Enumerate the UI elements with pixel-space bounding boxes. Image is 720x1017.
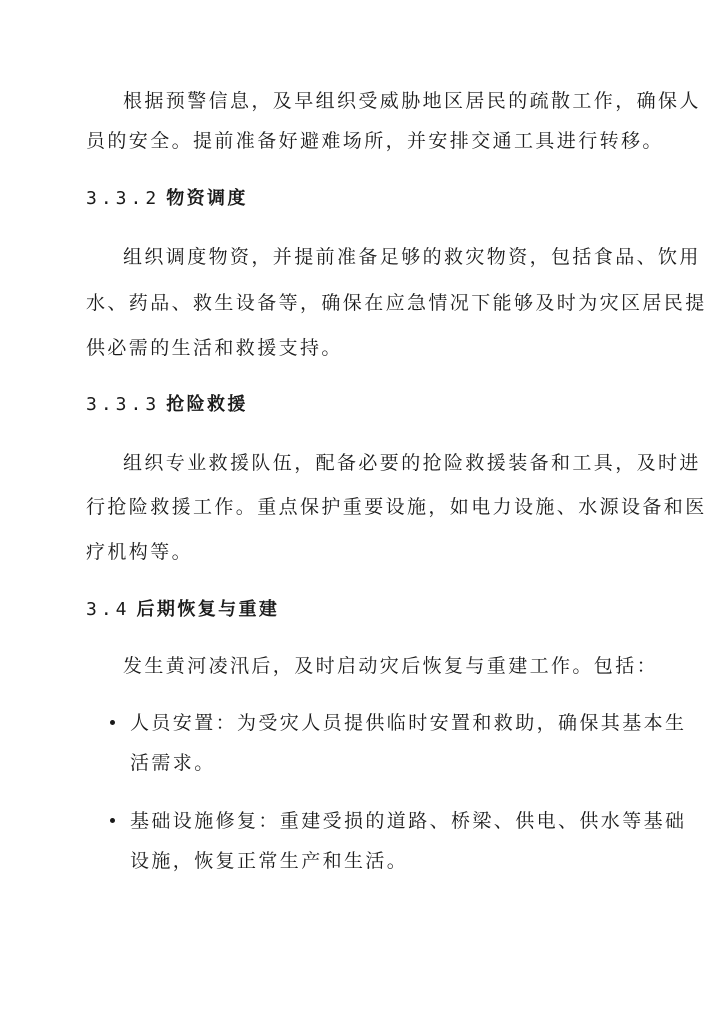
- bullet-dot-icon: [110, 720, 115, 725]
- paragraph-rescue-line-1: 组织专业救援队伍，配备必要的抢险救援装备和工具，及时进: [123, 452, 701, 474]
- section-number: 3.3.2: [86, 188, 161, 209]
- bullet-dot-icon: [110, 818, 115, 823]
- paragraph-recovery-intro: 发生黄河凌汛后，及时启动灾后恢复与重建工作。包括：: [123, 655, 659, 677]
- section-title: 后期恢复与重建: [136, 599, 280, 620]
- section-number: 3.3.3: [86, 394, 161, 415]
- paragraph-supplies-line-1: 组织调度物资，并提前准备足够的救灾物资，包括食品、饮用: [123, 246, 701, 268]
- bullet-infrastructure-line-2: 设施，恢复正常生产和生活。: [130, 850, 409, 872]
- bullet-infrastructure-line-1: 基础设施修复：重建受损的道路、桥梁、供电、供水等基础: [130, 810, 687, 832]
- section-number: 3.4: [86, 599, 131, 620]
- section-heading-3-4: [86, 597, 279, 623]
- section-heading-3-3-2: [86, 186, 248, 212]
- paragraph-rescue-line-2: 行抢险救援工作。重点保护重要设施，如电力设施、水源设备和医: [86, 496, 707, 518]
- section-title: 抢险救援: [166, 394, 248, 415]
- paragraph-supplies-line-2: 水、药品、救生设备等，确保在应急情况下能够及时为灾区居民提: [86, 292, 707, 314]
- bullet-resettlement-line-2: 活需求。: [130, 752, 216, 774]
- paragraph-evacuation-line-2: 员的安全。提前准备好避难场所，并安排交通工具进行转移。: [86, 130, 664, 152]
- paragraph-rescue-line-3: 疗机构等。: [86, 541, 194, 563]
- bullet-resettlement-line-1: 人员安置：为受灾人员提供临时安置和救助，确保其基本生: [130, 712, 687, 734]
- section-title: 物资调度: [166, 188, 248, 209]
- paragraph-supplies-line-3: 供必需的生活和救援支持。: [86, 337, 343, 359]
- paragraph-evacuation-line-1: 根据预警信息，及早组织受威胁地区居民的疏散工作，确保人: [123, 90, 701, 112]
- section-heading-3-3-3: [86, 392, 248, 418]
